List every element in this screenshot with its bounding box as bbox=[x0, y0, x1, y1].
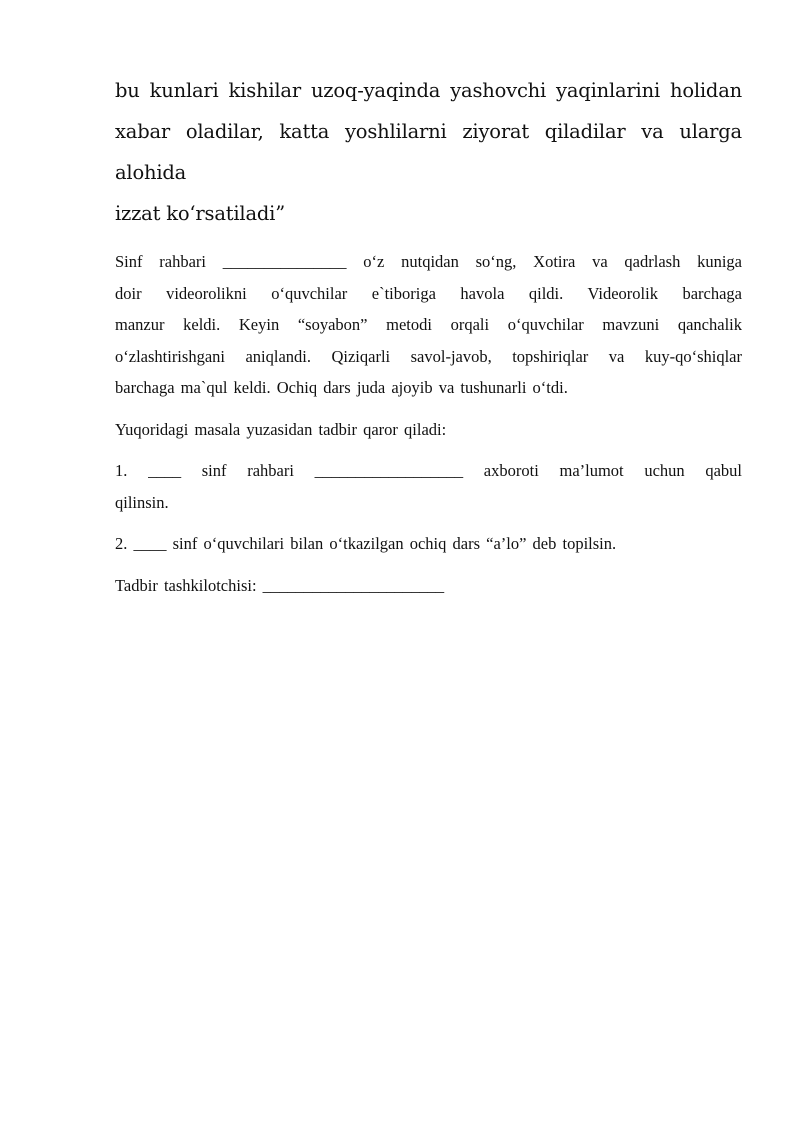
decision-1-line: qilinsin. bbox=[115, 492, 169, 512]
document-page bbox=[115, 70, 742, 601]
decision-item-2: 2. ____ sinf o‘quvchilari bilan o‘tkazilgan ochiq dars “a’lo” deb topilsin. bbox=[115, 534, 617, 553]
intro-quote-line: izzat ko‘rsatiladi” bbox=[115, 202, 285, 225]
decision-item-1 bbox=[115, 455, 742, 518]
report-line: barchaga ma`qul keldi. Ochiq dars juda ajoyib va tushunarli o‘tdi. bbox=[115, 378, 568, 397]
report-paragraph bbox=[115, 246, 742, 404]
intro-quote-line: bu kunlari kishilar uzoq-yaqinda yashovchi yaqinlarini holidan bbox=[115, 79, 742, 102]
report-line: Sinf rahbari _______________ o‘z nutqidan so‘ng, Xotira va qadrlash kuniga bbox=[115, 252, 742, 271]
report-line: doir videorolikni o‘quvchilar e`tiboriga havola qildi. Videorolik barchaga bbox=[115, 283, 742, 303]
report-line: manzur keldi. Keyin “soyabon” metodi orqali o‘quvchilar mavzuni qanchalik bbox=[115, 315, 742, 334]
report-line: o‘zlashtirishgani aniqlandi. Qiziqarli savol-javob, topshiriqlar va kuy-qo‘shiqlar bbox=[115, 346, 742, 366]
intro-quote-line: xabar oladilar, katta yoshlilarni ziyorat qiladilar va ularga alohida bbox=[115, 120, 742, 184]
intro-quote-paragraph bbox=[115, 70, 742, 234]
decision-1-line: 1. ____ sinf rahbari __________________ axboroti ma’lumot uchun qabul bbox=[115, 461, 742, 480]
decision-intro: Yuqoridagi masala yuzasidan tadbir qaror qiladi: bbox=[115, 419, 447, 439]
organizer-signature-line: Tadbir tashkilotchisi: ______________________ bbox=[115, 575, 445, 595]
